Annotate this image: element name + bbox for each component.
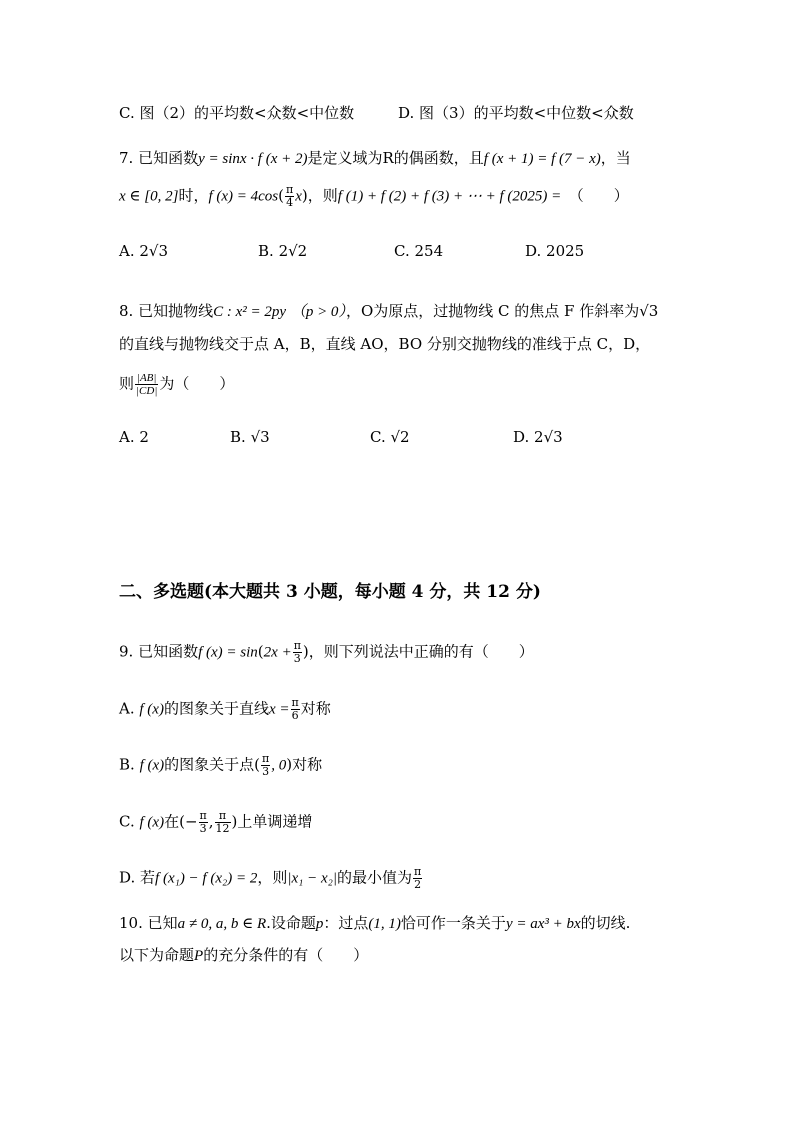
q9-option-c: C. f (x)在(− $\frac{\pi}{3}$ , $\frac{\pi}{12}$ )上单调递增 bbox=[119, 809, 313, 835]
section-2-title: 二、多选题(本大题共 3 小题，每小题 4 分，共 12 分) bbox=[119, 582, 541, 602]
q10-line-2: 以下为命题P的充分条件的有（ ） bbox=[119, 946, 369, 964]
q6-option-c: C. 图（2）的平均数<众数<中位数 bbox=[119, 104, 355, 122]
q9-option-d: D. 若f (x₁) − f (x₂) = 2，则|x₁ − x₂|的最小值为 $\frac{\pi}{2}$ bbox=[119, 865, 422, 891]
q10-line-1: 10. 已知a ≠ 0, a, b ∈ R.设命题p：过点(1, 1)恰可作一条关于y = ax³ + bx的切线. bbox=[119, 914, 631, 932]
q8-option-b: B. √3 bbox=[230, 428, 270, 446]
q7-option-c: C. 254 bbox=[394, 242, 444, 260]
q7-sum: f (1) + f (2) + f (3) + ⋯ + f (2025) = bbox=[337, 188, 562, 205]
q8-line-1: 8. 已知抛物线C : x² = 2py （p > 0），O为原点，过抛物线 C 的焦点 F 作斜率为√3 bbox=[119, 302, 659, 320]
q6-option-d: D. 图（3）的平均数<中位数<众数 bbox=[398, 104, 634, 122]
q8-option-a: A. 2 bbox=[119, 428, 149, 446]
q9-option-a: A. f (x)的图象关于直线x = $\frac{\pi}{6}$ 对称 bbox=[119, 696, 331, 722]
q9-option-b: B. f (x)的图象关于点( $\frac{\pi}{3}$ , 0)对称 bbox=[119, 752, 323, 778]
q8-line-3: 则 $\frac{|AB|}{|CD|}$ 为（ ） bbox=[119, 372, 235, 397]
q7-condition: f (x + 1) = f (7 − x) bbox=[483, 151, 601, 167]
q7-option-a: A. 2√3 bbox=[119, 242, 169, 260]
q7-option-b: B. 2√2 bbox=[258, 242, 308, 260]
q8-option-d: D. 2√3 bbox=[513, 428, 563, 446]
q8-option-c: C. √2 bbox=[370, 428, 410, 446]
q7-func: y = sinx · f (x + 2) bbox=[198, 151, 308, 167]
q7-line-2: x ∈ [0, 2]时，f (x) = 4cos( $\frac{\pi}{4}$ x)，则f (1) + f (2) + f (3) + ⋯ + f (2025) = （ ） bbox=[119, 183, 629, 209]
q9-line-1: 9. 已知函数f (x) = sin(2x + $\frac{\pi}{3}$ )，则下列说法中正确的有（ ） bbox=[119, 639, 534, 665]
q8-line-2: 的直线与抛物线交于点 A，B，直线 AO，BO 分别交抛物线的准线于点 C，D， bbox=[119, 335, 651, 353]
q7-line-1: 7. 已知函数y = sinx · f (x + 2)是定义域为R的偶函数，且f (x + 1) = f (7 − x)，当 bbox=[119, 149, 631, 167]
q8-ratio: $\frac{|AB|}{|CD|}$ bbox=[136, 372, 158, 397]
q7-option-d: D. 2025 bbox=[525, 242, 585, 260]
